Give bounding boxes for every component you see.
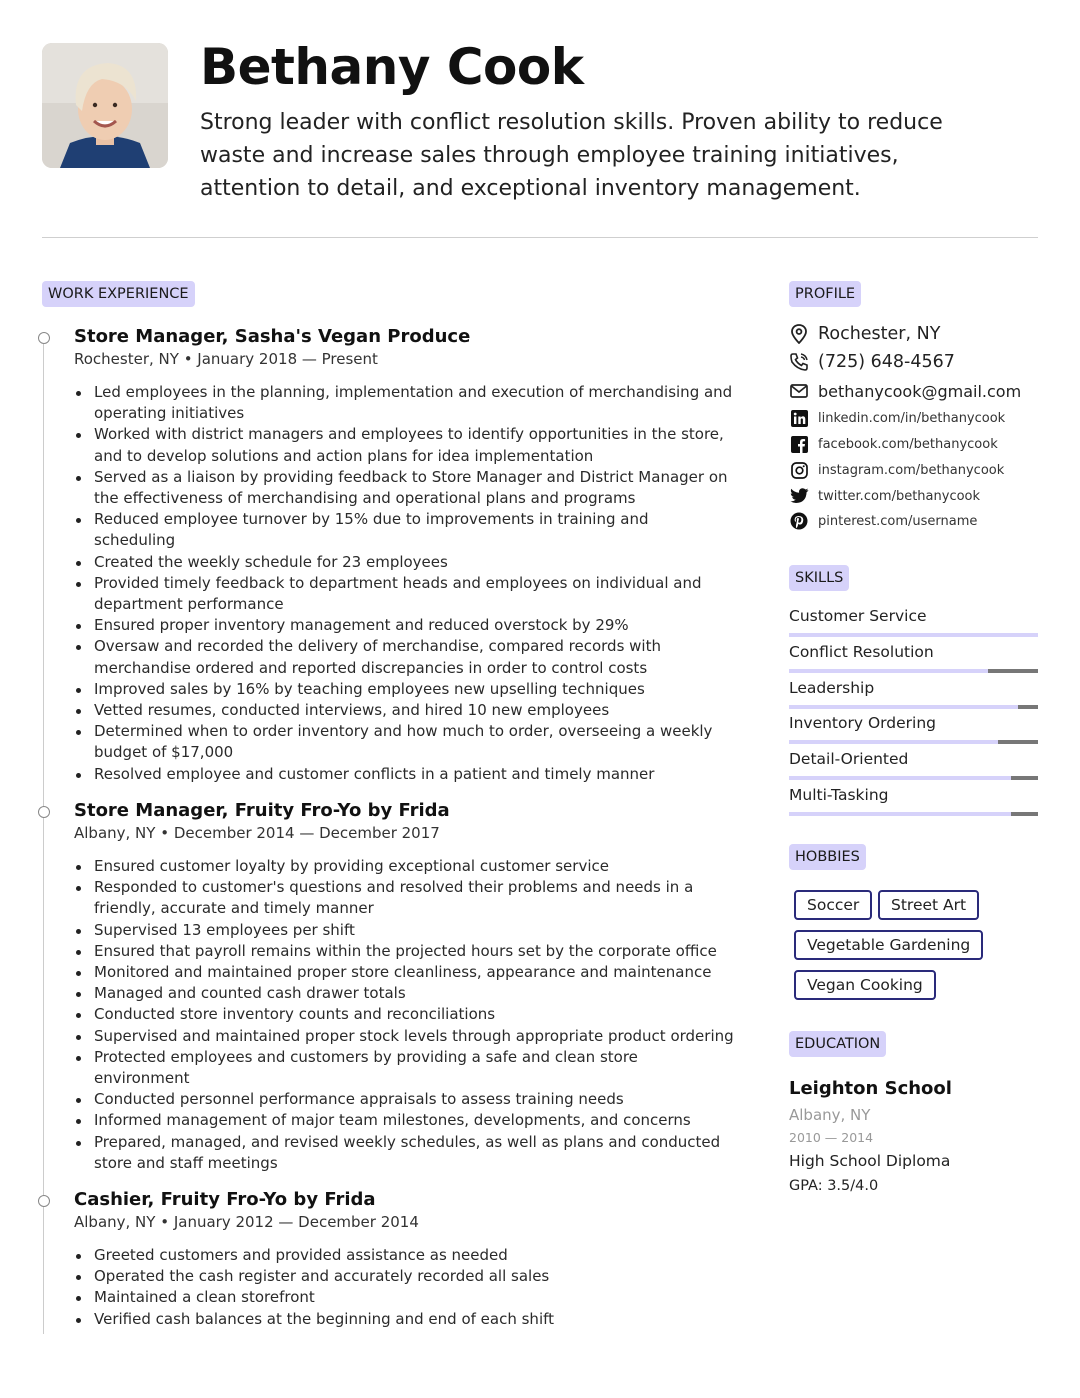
timeline-dot bbox=[38, 1195, 50, 1207]
job-bullet: Protected employees and customers by providing a safe and clean store environment bbox=[74, 1047, 734, 1089]
skill-label: Detail-Oriented bbox=[789, 750, 909, 769]
profile-heading: PROFILE bbox=[789, 281, 861, 307]
job-entry bbox=[74, 799, 734, 1174]
contact-email bbox=[789, 381, 1021, 401]
skill-item bbox=[789, 713, 1038, 744]
skill-level-bar bbox=[789, 669, 1038, 673]
job-bullet: Led employees in the planning, implementation and execution of merchandising and operating initiatives bbox=[74, 382, 734, 424]
facebook-icon bbox=[789, 434, 809, 454]
job-bullet: Conducted personnel performance appraisals to assess training needs bbox=[74, 1089, 734, 1110]
hobby-tag: Vegetable Gardening bbox=[794, 930, 983, 960]
candidate-name: Bethany Cook bbox=[200, 38, 584, 96]
skill-item bbox=[789, 642, 1038, 673]
school-name: Leighton School bbox=[789, 1078, 952, 1099]
twitter-icon bbox=[789, 486, 809, 506]
job-bullet: Ensured proper inventory management and reduced overstock by 29% bbox=[74, 615, 734, 636]
email-link[interactable]: bethanycook@gmail.com bbox=[818, 381, 1022, 401]
job-meta: Rochester, NY • January 2018 — Present bbox=[74, 350, 378, 368]
education-heading: EDUCATION bbox=[789, 1031, 886, 1057]
job-title: Cashier, Fruity Fro-Yo by Frida bbox=[74, 1189, 376, 1210]
skill-item bbox=[789, 606, 1038, 637]
job-entry bbox=[74, 325, 734, 785]
job-bullet: Ensured customer loyalty by providing exceptional customer service bbox=[74, 856, 734, 877]
job-bullet: Provided timely feedback to department heads and employees on individual and department performance bbox=[74, 573, 734, 615]
contact-linkedin bbox=[789, 408, 1005, 428]
skill-label: Leadership bbox=[789, 678, 875, 697]
job-bullet: Informed management of major team milestones, developments, and concerns bbox=[74, 1110, 734, 1131]
hobby-tag: Vegan Cooking bbox=[794, 970, 936, 1000]
skills-heading: SKILLS bbox=[789, 565, 849, 591]
gpa: GPA: 3.5/4.0 bbox=[789, 1178, 879, 1194]
facebook-link[interactable]: facebook.com/bethanycook bbox=[818, 436, 998, 452]
skill-label: Conflict Resolution bbox=[789, 642, 934, 661]
skill-level-remainder bbox=[1018, 705, 1038, 709]
instagram-link[interactable]: instagram.com/bethanycook bbox=[818, 462, 1005, 478]
job-bullet: Reduced employee turnover by 15% due to improvements in training and scheduling bbox=[74, 509, 734, 551]
job-bullet: Created the weekly schedule for 23 employees bbox=[74, 552, 734, 573]
job-bullet: Ensured that payroll remains within the projected hours set by the corporate office bbox=[74, 941, 734, 962]
job-bullet: Worked with district managers and employees to identify opportunities in the store, and to develop solutions and action plans for idea implementation bbox=[74, 424, 734, 466]
hobby-tag: Soccer bbox=[794, 890, 872, 920]
phone-icon bbox=[789, 352, 809, 372]
job-bullet: Determined when to order inventory and how much to order, overseeing a weekly budget of $17,000 bbox=[74, 721, 734, 763]
linkedin-icon bbox=[789, 408, 809, 428]
skill-item bbox=[789, 678, 1038, 709]
degree: High School Diploma bbox=[789, 1152, 951, 1170]
job-bullet: Operated the cash register and accurately recorded all sales bbox=[74, 1266, 734, 1287]
contact-phone bbox=[789, 352, 955, 372]
contact-location bbox=[789, 324, 940, 344]
job-meta: Albany, NY • January 2012 — December 2014 bbox=[74, 1213, 419, 1231]
job-bullet: Monitored and maintained proper store cleanliness, appearance and maintenance bbox=[74, 962, 734, 983]
job-bullet: Greeted customers and provided assistance as needed bbox=[74, 1245, 734, 1266]
location-pin-icon bbox=[789, 324, 809, 344]
skill-level-bar bbox=[789, 740, 1038, 744]
timeline-line bbox=[43, 344, 44, 1334]
contact-twitter bbox=[789, 486, 980, 506]
skill-level-bar bbox=[789, 776, 1038, 780]
instagram-icon bbox=[789, 460, 809, 480]
job-bullet: Improved sales by 16% by teaching employees new upselling techniques bbox=[74, 679, 734, 700]
hobby-tag: Street Art bbox=[878, 890, 979, 920]
job-bullet: Prepared, managed, and revised weekly schedules, as well as plans and conducted store and staff meetings bbox=[74, 1132, 734, 1174]
contact-facebook bbox=[789, 434, 998, 454]
skill-level-remainder bbox=[998, 740, 1038, 744]
work-experience-heading: WORK EXPERIENCE bbox=[42, 281, 195, 307]
summary-text: Strong leader with conflict resolution skills. Proven ability to reduce waste and increase sales through employee training initiatives, attention to detail, and exceptional inventory management. bbox=[200, 110, 943, 201]
skill-level-remainder bbox=[988, 669, 1038, 673]
job-bullets bbox=[74, 382, 734, 785]
school-location: Albany, NY bbox=[789, 1106, 871, 1124]
skill-level-remainder bbox=[1011, 776, 1038, 780]
contact-instagram bbox=[789, 460, 1004, 480]
job-bullet: Supervised 13 employees per shift bbox=[74, 920, 734, 941]
envelope-icon bbox=[789, 381, 809, 401]
contact-pinterest bbox=[789, 511, 977, 531]
location-text: Rochester, NY bbox=[818, 324, 941, 344]
twitter-link[interactable]: twitter.com/bethanycook bbox=[818, 488, 981, 504]
header-divider bbox=[42, 237, 1038, 238]
linkedin-link[interactable]: linkedin.com/in/bethanycook bbox=[818, 410, 1006, 426]
job-bullet: Managed and counted cash drawer totals bbox=[74, 983, 734, 1004]
profile-photo bbox=[42, 43, 168, 168]
phone-text: (725) 648-4567 bbox=[818, 352, 955, 372]
job-bullet: Served as a liaison by providing feedback to Store Manager and District Manager on the effectiveness of merchandising and operational plans and programs bbox=[74, 467, 734, 509]
job-title: Store Manager, Fruity Fro-Yo by Frida bbox=[74, 800, 450, 821]
pinterest-link[interactable]: pinterest.com/username bbox=[818, 513, 978, 529]
job-bullet: Verified cash balances at the beginning and end of each shift bbox=[74, 1309, 734, 1330]
job-bullet: Resolved employee and customer conflicts in a patient and timely manner bbox=[74, 764, 734, 785]
job-title: Store Manager, Sasha's Vegan Produce bbox=[74, 326, 471, 347]
job-bullet: Oversaw and recorded the delivery of merchandise, compared records with merchandise ordered and reported discrepancies in order to control costs bbox=[74, 636, 734, 678]
job-bullets bbox=[74, 1245, 734, 1330]
skill-level-bar bbox=[789, 812, 1038, 816]
hobbies-heading: HOBBIES bbox=[789, 844, 866, 870]
job-entry bbox=[74, 1188, 734, 1330]
skill-level-remainder bbox=[1011, 812, 1038, 816]
job-bullet: Supervised and maintained proper stock levels through appropriate product ordering bbox=[74, 1026, 734, 1047]
timeline-dot bbox=[38, 806, 50, 818]
job-bullets bbox=[74, 856, 734, 1174]
skill-label: Inventory Ordering bbox=[789, 714, 936, 733]
pinterest-icon bbox=[789, 511, 809, 531]
skill-level-bar bbox=[789, 633, 1038, 637]
job-bullet: Maintained a clean storefront bbox=[74, 1287, 734, 1308]
skill-level-bar bbox=[789, 705, 1038, 709]
skill-label: Customer Service bbox=[789, 607, 927, 625]
job-bullet: Conducted store inventory counts and reconciliations bbox=[74, 1004, 734, 1025]
skill-label: Multi-Tasking bbox=[789, 786, 889, 804]
school-years: 2010 — 2014 bbox=[789, 1130, 874, 1145]
job-bullet: Responded to customer's questions and resolved their problems and needs in a friendly, accurate and timely manner bbox=[74, 877, 734, 919]
skill-item bbox=[789, 749, 1038, 780]
avatar bbox=[42, 43, 168, 168]
timeline-dot bbox=[38, 332, 50, 344]
skill-item bbox=[789, 785, 1038, 816]
job-bullet: Vetted resumes, conducted interviews, and hired 10 new employees bbox=[74, 700, 734, 721]
job-meta: Albany, NY • December 2014 — December 2017 bbox=[74, 824, 440, 842]
